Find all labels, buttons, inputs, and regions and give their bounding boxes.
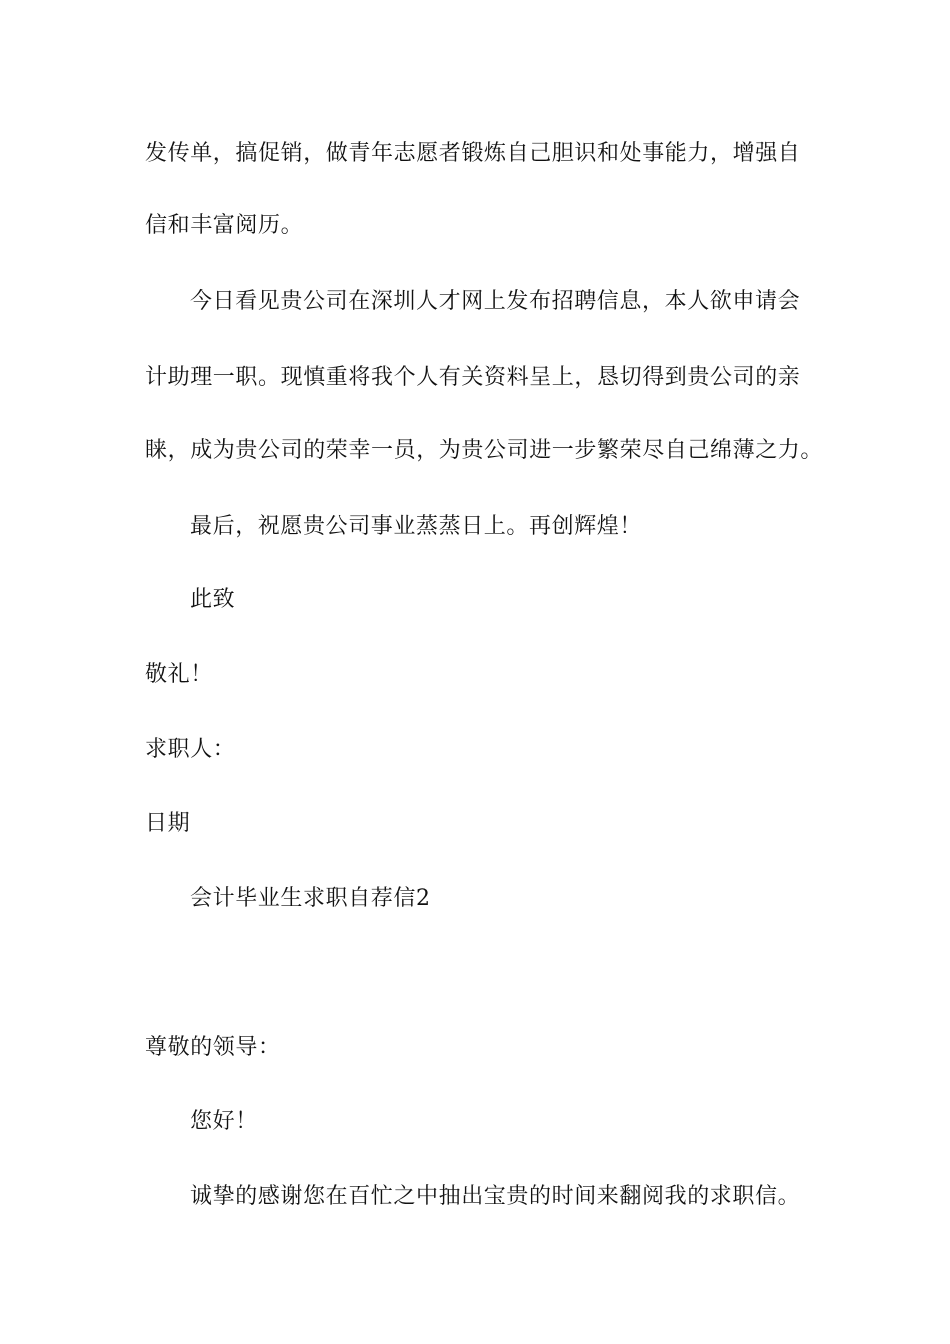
body-text-line: 睐，成为贵公司的荣幸一员，为贵公司进一步繁荣尽自己绵薄之力。 <box>145 438 824 463</box>
closing-wish: 最后，祝愿贵公司事业蒸蒸日上。再创辉煌！ <box>190 514 643 539</box>
date-label: 日期 <box>145 811 191 836</box>
body-text-line: 今日看见贵公司在深圳人才网上发布招聘信息，本人欲申请会 <box>190 289 801 314</box>
salutation-close: 此致 <box>190 587 236 612</box>
body-text-line: 计助理一职。现慎重将我个人有关资料呈上，恳切得到贵公司的亲 <box>145 365 801 390</box>
greeting-recipient: 尊敬的领导： <box>145 1035 281 1060</box>
body-text-line: 发传单，搞促销，做青年志愿者锻炼自己胆识和处事能力，增强自 <box>145 141 801 166</box>
greeting-hello: 您好！ <box>190 1109 258 1134</box>
salutation-regards: 敬礼！ <box>145 662 213 687</box>
body-text-line: 信和丰富阅历。 <box>145 213 304 238</box>
body-text-line: 诚挚的感谢您在百忙之中抽出宝贵的时间来翻阅我的求职信。 <box>190 1184 801 1209</box>
applicant-label: 求职人： <box>145 737 236 762</box>
section-title: 会计毕业生求职自荐信2 <box>190 886 431 911</box>
